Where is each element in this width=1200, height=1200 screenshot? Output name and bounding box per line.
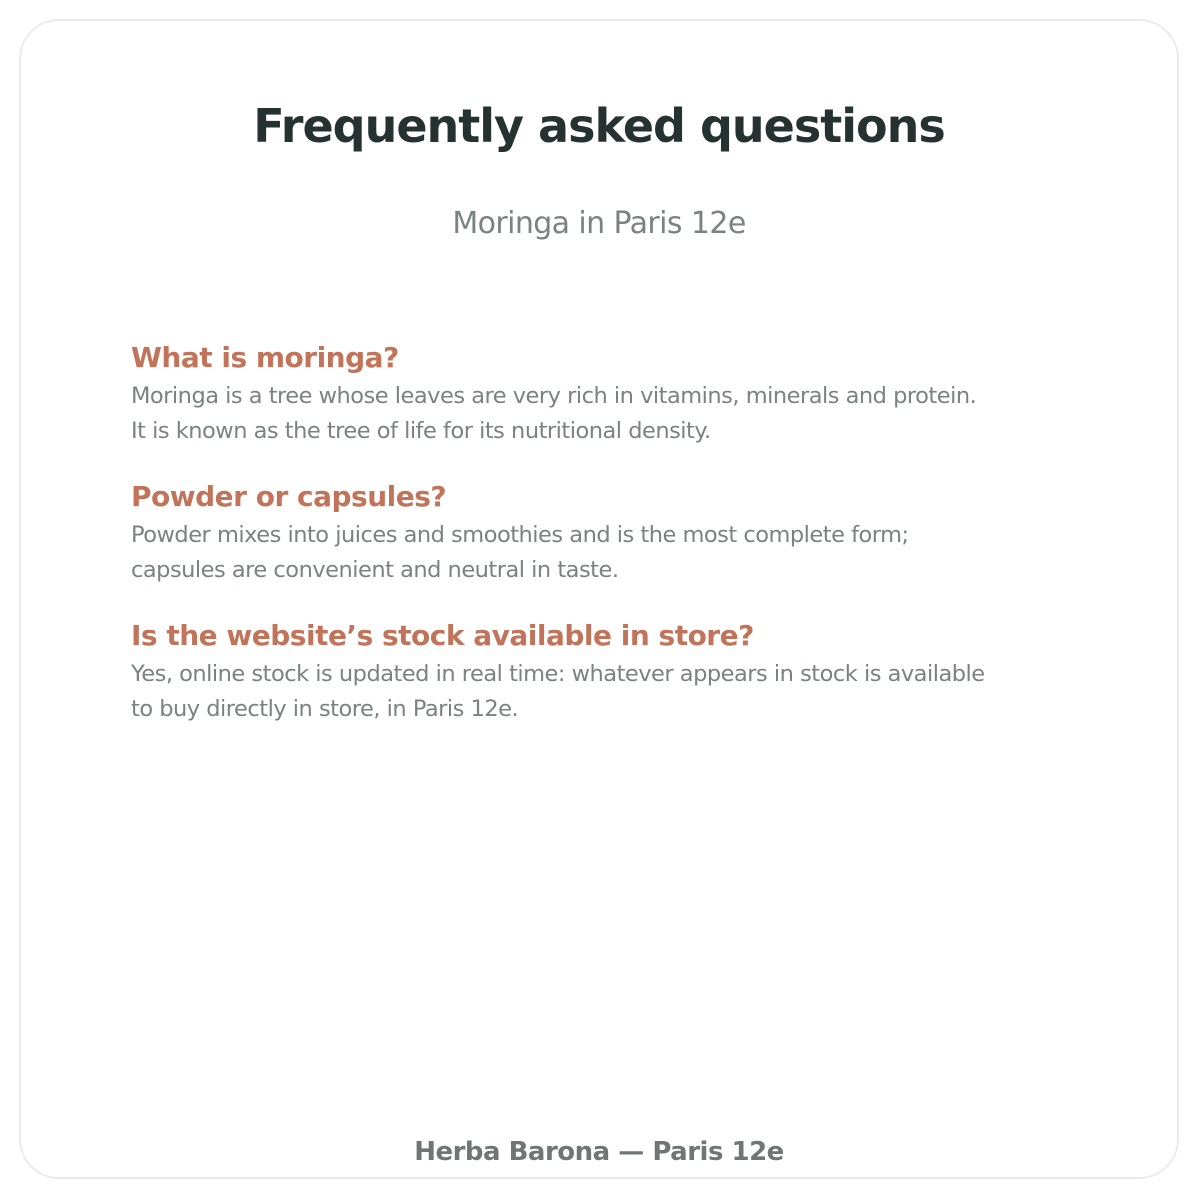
faq-answer-line: to buy directly in store, in Paris 12e. bbox=[131, 696, 519, 722]
faq-question: What is moringa? bbox=[131, 341, 399, 374]
faq-answer-line: Moringa is a tree whose leaves are very rich in vitamins, minerals and protein. bbox=[131, 383, 977, 409]
faq-answer-line: Powder mixes into juices and smoothies and is the most complete form; bbox=[131, 522, 909, 548]
faq-card bbox=[19, 19, 1179, 1179]
faq-list bbox=[131, 341, 1121, 758]
page-subtitle: Moringa in Paris 12e bbox=[452, 206, 746, 241]
faq-question: Is the website’s stock available in store? bbox=[131, 619, 754, 652]
faq-answer-line: It is known as the tree of life for its nutritional density. bbox=[131, 418, 711, 444]
faq-answer bbox=[131, 518, 1121, 588]
page-title: Frequently asked questions bbox=[253, 99, 945, 153]
faq-answer-line: capsules are convenient and neutral in taste. bbox=[131, 557, 619, 583]
faq-item bbox=[131, 480, 1121, 588]
faq-item bbox=[131, 619, 1121, 727]
faq-answer bbox=[131, 657, 1121, 727]
faq-answer-line: Yes, online stock is updated in real time: whatever appears in stock is available bbox=[131, 661, 985, 687]
faq-item bbox=[131, 341, 1121, 449]
footer-store-name: Herba Barona — Paris 12e bbox=[414, 1137, 784, 1167]
faq-answer bbox=[131, 379, 1121, 449]
faq-question: Powder or capsules? bbox=[131, 480, 447, 513]
